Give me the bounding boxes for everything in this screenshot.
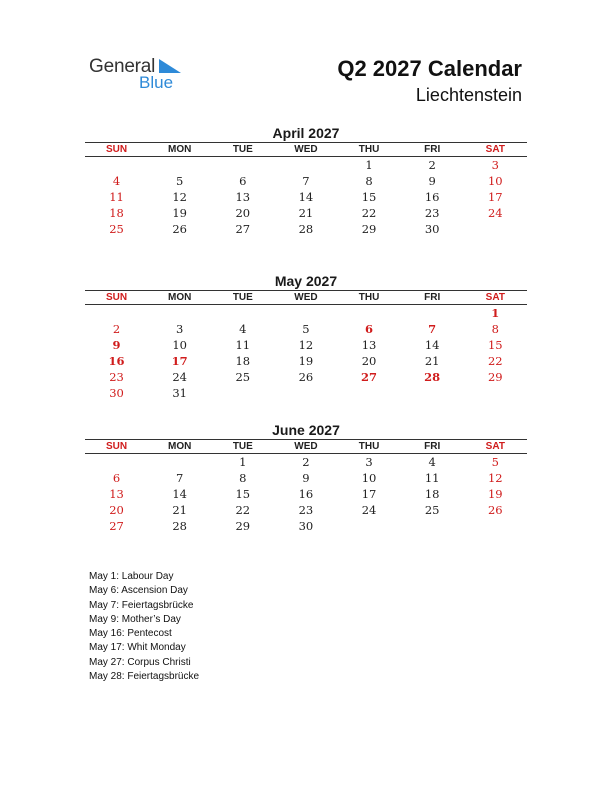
day-cell: 26 bbox=[298, 370, 314, 384]
day-cell: 16 bbox=[298, 487, 314, 501]
day-cell: 20 bbox=[109, 503, 124, 517]
week-row bbox=[85, 157, 527, 173]
holiday-entry: May 9: Mother’s Day bbox=[89, 613, 181, 625]
day-cell: 22 bbox=[361, 206, 377, 220]
day-cell: 7 bbox=[176, 471, 184, 485]
day-cell: 16 bbox=[108, 354, 125, 368]
holiday-entry: May 28: Feiertagsbrücke bbox=[89, 671, 200, 683]
empty-day-cell bbox=[401, 305, 464, 321]
day-cell: 27 bbox=[109, 519, 124, 533]
week-row bbox=[85, 470, 527, 486]
page-subtitle: Liechtenstein bbox=[415, 85, 522, 105]
day-cell: 3 bbox=[176, 322, 184, 336]
day-cell: 8 bbox=[365, 174, 373, 188]
day-cell: 31 bbox=[172, 386, 187, 400]
day-cell: 4 bbox=[112, 174, 121, 188]
empty-day-cell bbox=[211, 385, 274, 401]
day-cell: 13 bbox=[361, 338, 377, 352]
day-cell: 11 bbox=[109, 190, 124, 204]
day-cell: 21 bbox=[172, 503, 187, 517]
day-cell: 20 bbox=[361, 354, 377, 368]
day-cell: 23 bbox=[424, 206, 440, 220]
day-cell: 21 bbox=[424, 354, 440, 368]
day-cell: 23 bbox=[109, 370, 124, 384]
day-cell: 18 bbox=[235, 354, 251, 368]
day-cell: 9 bbox=[302, 471, 310, 485]
day-cell: 23 bbox=[298, 503, 314, 517]
day-cell: 18 bbox=[109, 206, 124, 220]
weekday-label: THU bbox=[358, 441, 380, 452]
empty-day-cell bbox=[274, 385, 337, 401]
day-cell: 5 bbox=[302, 322, 310, 336]
day-cell: 19 bbox=[487, 487, 503, 501]
day-cell: 6 bbox=[365, 322, 374, 336]
week-row bbox=[85, 518, 527, 534]
day-cell: 25 bbox=[235, 370, 251, 384]
empty-day-cell bbox=[401, 518, 464, 534]
weekday-label: THU bbox=[358, 144, 380, 155]
day-cell: 17 bbox=[361, 487, 377, 501]
week-row bbox=[85, 205, 527, 221]
day-cell: 28 bbox=[424, 370, 441, 384]
weekday-label: FRI bbox=[424, 144, 441, 155]
generalblue-logo bbox=[89, 56, 199, 96]
day-cell: 26 bbox=[487, 503, 503, 517]
empty-day-cell bbox=[464, 518, 527, 534]
day-cell: 12 bbox=[298, 338, 314, 352]
day-cell: 10 bbox=[172, 338, 187, 352]
day-cell: 14 bbox=[298, 190, 314, 204]
weekday-label: TUE bbox=[232, 144, 253, 155]
day-cell: 3 bbox=[365, 455, 373, 469]
day-cell: 8 bbox=[491, 322, 499, 336]
empty-day-cell bbox=[148, 157, 211, 173]
day-cell: 22 bbox=[487, 354, 503, 368]
empty-day-cell bbox=[85, 157, 148, 173]
holiday-list bbox=[89, 570, 199, 684]
holiday-entry: May 7: Feiertagsbrücke bbox=[89, 599, 194, 611]
month-title: June 2027 bbox=[272, 422, 340, 438]
day-cell: 13 bbox=[235, 190, 251, 204]
day-cell: 30 bbox=[298, 519, 314, 533]
day-cell: 15 bbox=[235, 487, 251, 501]
day-cell: 26 bbox=[172, 222, 187, 236]
week-row bbox=[85, 385, 527, 401]
day-cell: 9 bbox=[112, 338, 121, 352]
day-cell: 5 bbox=[176, 174, 184, 188]
day-cell: 30 bbox=[424, 222, 440, 236]
day-cell: 17 bbox=[171, 354, 188, 368]
weekday-label: SAT bbox=[485, 441, 505, 452]
day-cell: 29 bbox=[235, 519, 251, 533]
day-cell: 2 bbox=[112, 322, 121, 336]
day-cell: 12 bbox=[172, 190, 187, 204]
weekday-label: SUN bbox=[106, 441, 128, 452]
empty-day-cell bbox=[464, 221, 527, 237]
day-cell: 25 bbox=[109, 222, 124, 236]
day-cell: 8 bbox=[239, 471, 247, 485]
day-cell: 29 bbox=[361, 222, 377, 236]
day-cell: 2 bbox=[302, 455, 310, 469]
logo-triangle-icon bbox=[159, 59, 181, 73]
month-title: May 2027 bbox=[274, 273, 338, 289]
week-row bbox=[85, 454, 527, 470]
day-cell: 29 bbox=[487, 370, 503, 384]
weekday-label: WED bbox=[294, 441, 318, 452]
week-row bbox=[85, 305, 527, 321]
empty-day-cell bbox=[148, 454, 211, 470]
day-cell: 20 bbox=[235, 206, 251, 220]
weekday-label: MON bbox=[168, 144, 192, 155]
month-june bbox=[85, 422, 527, 534]
empty-day-cell bbox=[85, 305, 148, 321]
empty-day-cell bbox=[464, 385, 527, 401]
day-cell: 7 bbox=[428, 322, 437, 336]
day-cell: 19 bbox=[298, 354, 314, 368]
week-row bbox=[85, 173, 527, 189]
day-cell: 9 bbox=[428, 174, 436, 188]
day-cell: 4 bbox=[428, 455, 436, 469]
month-may bbox=[85, 273, 527, 401]
weekday-label: TUE bbox=[232, 292, 253, 303]
week-row bbox=[85, 189, 527, 205]
weekday-label: MON bbox=[168, 441, 192, 452]
day-cell: 10 bbox=[361, 471, 377, 485]
weekday-label: WED bbox=[294, 292, 318, 303]
day-cell: 1 bbox=[239, 455, 247, 469]
weekday-label: FRI bbox=[424, 292, 441, 303]
weekday-label: WED bbox=[294, 144, 318, 155]
day-cell: 13 bbox=[109, 487, 124, 501]
day-cell: 1 bbox=[491, 306, 500, 320]
day-cell: 4 bbox=[239, 322, 247, 336]
day-cell: 16 bbox=[424, 190, 440, 204]
day-cell: 14 bbox=[172, 487, 187, 501]
page-title: Q2 2027 Calendar bbox=[337, 56, 522, 81]
day-cell: 10 bbox=[487, 174, 503, 188]
weekday-header-row bbox=[85, 440, 527, 454]
day-cell: 3 bbox=[491, 158, 499, 172]
weekday-label: SAT bbox=[485, 144, 505, 155]
day-cell: 21 bbox=[298, 206, 314, 220]
weekday-label: SUN bbox=[106, 144, 128, 155]
week-row bbox=[85, 337, 527, 353]
day-cell: 27 bbox=[235, 222, 251, 236]
empty-day-cell bbox=[148, 305, 211, 321]
day-cell: 24 bbox=[172, 370, 187, 384]
holiday-entry: May 27: Corpus Christi bbox=[89, 656, 191, 668]
day-cell: 1 bbox=[365, 158, 373, 172]
empty-day-cell bbox=[338, 518, 401, 534]
day-cell: 14 bbox=[424, 338, 440, 352]
day-cell: 27 bbox=[361, 370, 378, 384]
weekday-label: SUN bbox=[106, 292, 128, 303]
week-row bbox=[85, 486, 527, 502]
day-cell: 17 bbox=[487, 190, 503, 204]
empty-day-cell bbox=[338, 305, 401, 321]
day-cell: 6 bbox=[112, 471, 121, 485]
day-cell: 11 bbox=[235, 338, 251, 352]
holiday-entry: May 16: Pentecost bbox=[89, 628, 172, 640]
empty-day-cell bbox=[338, 385, 401, 401]
holiday-entry: May 1: Labour Day bbox=[89, 571, 174, 582]
empty-day-cell bbox=[274, 157, 337, 173]
empty-day-cell bbox=[274, 305, 337, 321]
day-cell: 28 bbox=[172, 519, 187, 533]
weekday-label: THU bbox=[358, 292, 380, 303]
logo-text-blue: Blue bbox=[139, 73, 174, 92]
holiday-entry: May 17: Whit Monday bbox=[89, 642, 186, 654]
month-april bbox=[85, 125, 527, 237]
weekday-label: TUE bbox=[232, 441, 253, 452]
day-cell: 7 bbox=[302, 174, 310, 188]
empty-day-cell bbox=[211, 157, 274, 173]
day-cell: 22 bbox=[235, 503, 251, 517]
week-row bbox=[85, 221, 527, 237]
day-cell: 11 bbox=[424, 471, 440, 485]
empty-day-cell bbox=[85, 454, 148, 470]
weekday-header-row bbox=[85, 291, 527, 305]
day-cell: 30 bbox=[109, 386, 124, 400]
logo-text-general: General bbox=[89, 56, 156, 77]
day-cell: 2 bbox=[428, 158, 436, 172]
day-cell: 24 bbox=[487, 206, 503, 220]
week-row bbox=[85, 353, 527, 369]
weekday-label: MON bbox=[168, 292, 192, 303]
empty-day-cell bbox=[401, 385, 464, 401]
day-cell: 28 bbox=[298, 222, 314, 236]
holiday-entry: May 6: Ascension Day bbox=[89, 585, 188, 597]
day-cell: 15 bbox=[361, 190, 377, 204]
weekday-label: SAT bbox=[485, 292, 505, 303]
month-title: April 2027 bbox=[272, 125, 340, 141]
week-row bbox=[85, 502, 527, 518]
day-cell: 24 bbox=[361, 503, 377, 517]
day-cell: 5 bbox=[491, 455, 499, 469]
weekday-header-row bbox=[85, 143, 527, 157]
week-row bbox=[85, 369, 527, 385]
weekday-label: FRI bbox=[424, 441, 441, 452]
day-cell: 15 bbox=[487, 338, 503, 352]
empty-day-cell bbox=[211, 305, 274, 321]
day-cell: 25 bbox=[424, 503, 440, 517]
day-cell: 6 bbox=[239, 174, 247, 188]
day-cell: 19 bbox=[172, 206, 187, 220]
day-cell: 18 bbox=[424, 487, 440, 501]
week-row bbox=[85, 321, 527, 337]
day-cell: 12 bbox=[487, 471, 503, 485]
